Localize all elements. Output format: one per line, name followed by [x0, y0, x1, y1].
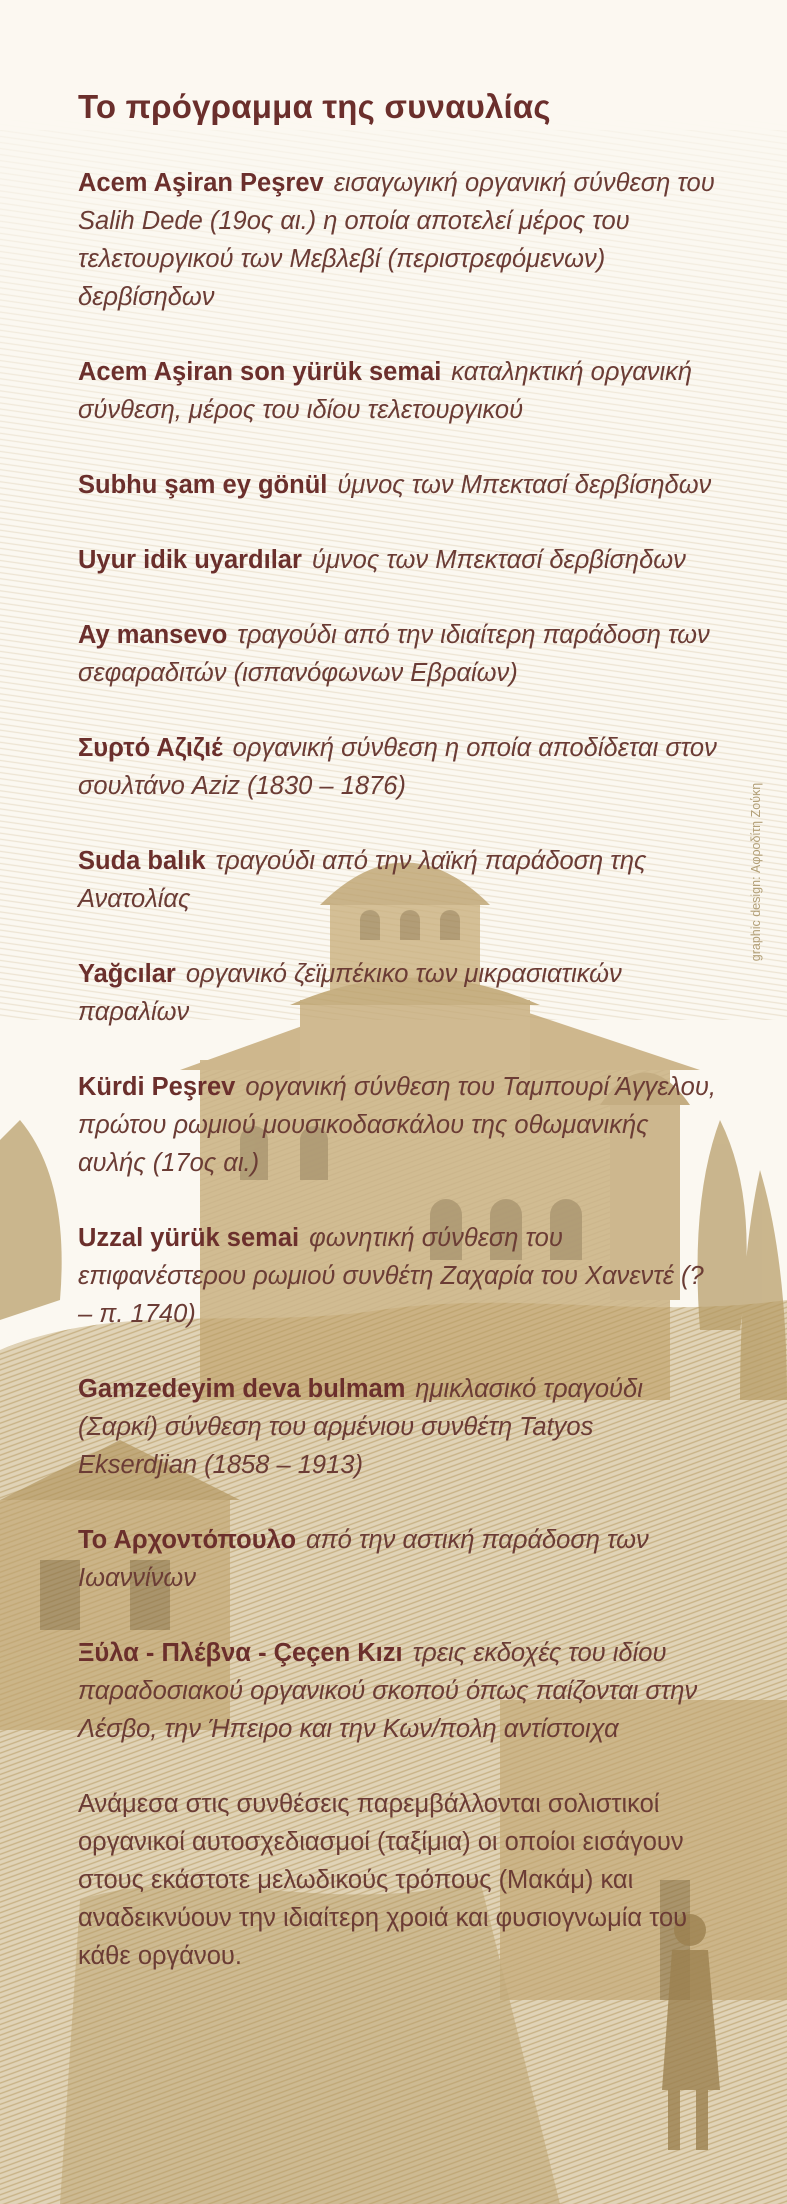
program-item: [78, 616, 718, 692]
piece-description: τρεις εκδοχές του ιδίου παραδοσιακού οργανικού σκοπού όπως παίζονται στην Λέσβο, την Ήπειρο και την Κων/πολη αντίστοιχα: [78, 1639, 698, 1743]
program-item: [78, 1068, 718, 1182]
program-title: Το πρόγραμμα της συναυλίας: [78, 88, 551, 125]
piece-title: Kürdi Peşrev: [78, 1073, 236, 1101]
piece-title: Uzzal yürük semai: [78, 1224, 300, 1252]
piece-description: ύμνος των Μπεκτασί δερβίσηδων: [337, 471, 712, 499]
piece-description: οργανική σύνθεση του Ταμπουρί Άγγελου, πρώτου ρωμιού μουσικοδασκάλου της οθωμανικής αυλής (17ος αι.): [78, 1073, 716, 1177]
program-item: [78, 955, 718, 1031]
program-item: [78, 466, 718, 504]
program-item: [78, 1521, 718, 1597]
piece-title: Subhu şam ey gönül: [78, 471, 328, 499]
piece-description: οργανικό ζεϊμπέκικο των μικρασιατικών παραλίων: [78, 960, 622, 1026]
piece-description: τραγούδι από την λαϊκή παράδοση της Ανατολίας: [78, 847, 647, 913]
design-credit: graphic design: Αφροδίτη Ζούκη: [749, 782, 763, 962]
program-item: [78, 729, 718, 805]
piece-title: Yağcılar: [78, 960, 176, 988]
program-item: [78, 164, 718, 316]
program-item: [78, 1219, 718, 1333]
piece-title: Ξύλα - Πλέβνα - Çeçen Kızı: [78, 1639, 403, 1667]
piece-title: Uyur idik uyardılar: [78, 546, 302, 574]
piece-title: Suda balık: [78, 847, 206, 875]
piece-title: Ay mansevo: [78, 621, 228, 649]
piece-title: Acem Aşiran Peşrev: [78, 169, 324, 197]
piece-description: εισαγωγική οργανική σύνθεση του Salih Dede (19ος αι.) η οποία αποτελεί μέρος του τελετουργικού των Μεβλεβί (περιστρεφόμενων) δερβίσηδων: [78, 169, 715, 311]
piece-description: καταληκτική οργανική σύνθεση, μέρος του ιδίου τελετουργικού: [78, 358, 693, 424]
piece-description: τραγούδι από την ιδιαίτερη παράδοση των σεφαραδιτών (ισπανόφωνων Εβραίων): [78, 621, 710, 687]
program-item: [78, 541, 718, 579]
piece-description: ημικλασικό τραγούδι (Σαρκί) σύνθεση του αρμένιου συνθέτη Tatyos Ekserdjian (1858 – 1913): [78, 1375, 643, 1479]
piece-description: φωνητική σύνθεση του επιφανέστερου ρωμιού συνθέτη Ζαχαρία του Χανεντέ (? – π. 1740): [78, 1224, 704, 1328]
program-item: [78, 842, 718, 918]
piece-description: ύμνος των Μπεκτασί δερβίσηδων: [311, 546, 686, 574]
piece-title: Συρτό Αζιζιέ: [78, 734, 223, 762]
piece-description: οργανική σύνθεση η οποία αποδίδεται στον σουλτάνο Aziz (1830 – 1876): [78, 734, 717, 800]
program-content: [78, 88, 718, 1975]
piece-title: Acem Aşiran son yürük semai: [78, 358, 442, 386]
program-item: [78, 353, 718, 429]
piece-description: από την αστική παράδοση των Ιωαννίνων: [78, 1526, 649, 1592]
closing-paragraph: Ανάμεσα στις συνθέσεις παρεμβάλλονται σολιστικοί οργανικοί αυτοσχεδιασμοί (ταξίμια) οι οποίοι εισάγουν στους εκάστοτε μελωδικούς τρόπους (Μακάμ) και αναδεικνύουν την ιδιαίτερη χροιά και φυσιογνωμία του κάθε οργάνου.: [78, 1790, 688, 1970]
piece-title: Gamzedeyim deva bulmam: [78, 1375, 406, 1403]
piece-title: Το Αρχοντόπουλο: [78, 1526, 297, 1554]
program-item: [78, 1634, 718, 1748]
program-item: [78, 1370, 718, 1484]
